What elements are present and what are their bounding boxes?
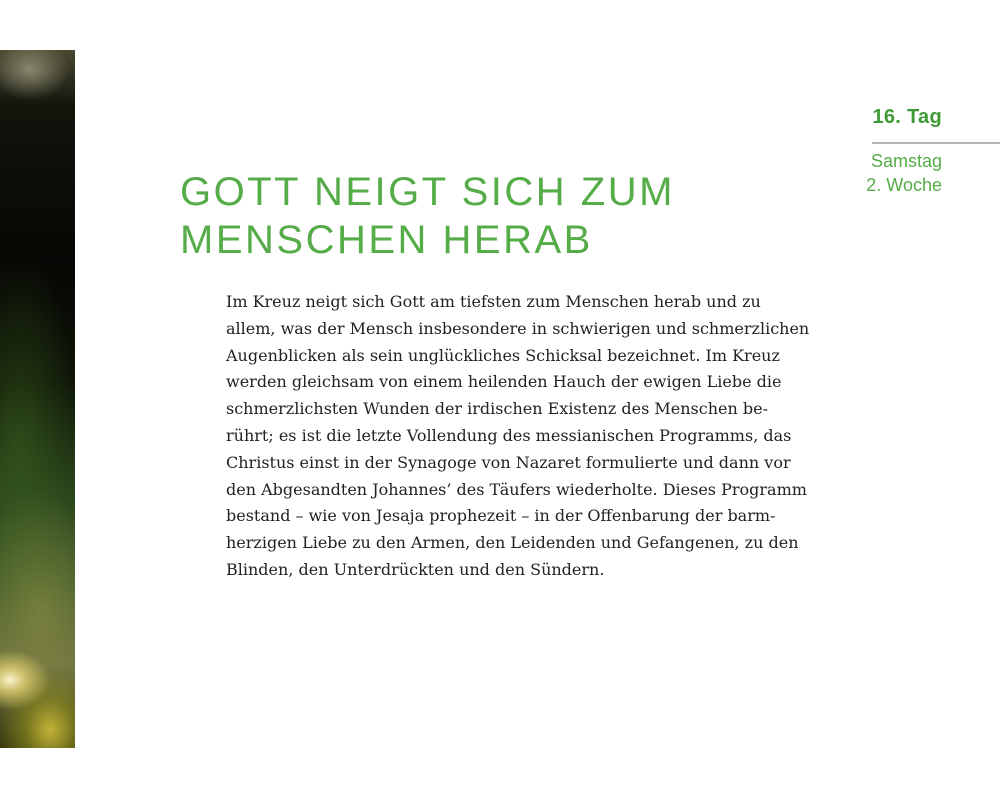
body-line: rührt; es ist die letzte Vollendung des messianischen Programms, das	[226, 425, 792, 445]
cover-photo-strip	[0, 50, 75, 748]
body-line: Christus einst in der Synagoge von Nazaret formulierte und dann vor	[226, 452, 791, 472]
weekday-label: Samstag	[870, 151, 942, 171]
title-line: GOTT NEIGT SICH ZUM	[180, 170, 675, 214]
page-title	[180, 168, 820, 264]
body-line: Blinden, den Unterdrückten und den Sündern.	[226, 559, 605, 579]
day-number: 16. Tag	[872, 106, 942, 128]
body-line: Im Kreuz neigt sich Gott am tiefsten zum Menschen herab und zu	[226, 292, 761, 311]
week-label: 2. Woche	[866, 175, 942, 195]
body-paragraph	[226, 289, 826, 584]
day-subtitle	[866, 149, 942, 197]
body-line: Augenblicken als sein unglückliches Schicksal bezeichnet. Im Kreuz	[226, 345, 780, 365]
body-line: bestand – wie von Jesaja prophezeit – in der Offenbarung der barm-	[226, 506, 776, 526]
day-divider	[872, 142, 1000, 144]
body-line: werden gleichsam von einem heilenden Hauch der ewigen Liebe die	[226, 372, 782, 392]
body-line: herzigen Liebe zu den Armen, den Leidenden und Gefangenen, zu den	[226, 533, 799, 553]
body-line: schmerzlichsten Wunden der irdischen Existenz des Menschen be-	[226, 399, 768, 419]
title-line: MENSCHEN HERAB	[180, 218, 593, 262]
body-line: den Abgesandten Johannes’ des Täufers wiederholte. Dieses Programm	[226, 479, 807, 499]
body-line: allem, was der Mensch insbesondere in schwierigen und schmerzlichen	[226, 318, 810, 338]
